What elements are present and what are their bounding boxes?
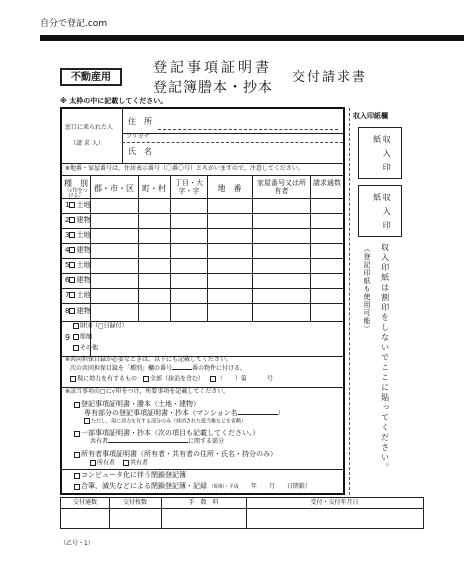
table-row[interactable]: 6 建物 <box>62 273 343 289</box>
name-field[interactable] <box>158 143 338 161</box>
stamp-column-title: 収入印紙欄 <box>353 112 388 120</box>
option-owner[interactable]: 所有者事項証明書（所有者・共有者の住所・氏名・持分のみ） <box>74 450 277 459</box>
table-row[interactable]: 4 建物 <box>62 243 343 259</box>
footer-header-fee: 手 数 料 <box>188 499 219 506</box>
option-closed-register[interactable]: 合筆，滅失などによる閉鎖登記簿・記録 （昭和・平成 年 月 日閉鎖） <box>74 482 311 491</box>
requester-label: （請 求 人） <box>70 140 104 147</box>
stamp-box-1[interactable]: 収入印紙 <box>358 127 402 179</box>
table-row[interactable]: 1 土地 <box>62 198 343 214</box>
table-row[interactable]: 9 財団（□目録付） 船舶 その他 <box>65 322 128 352</box>
option-certificate[interactable]: 登記事項証明書・謄本（土地・建物） <box>74 400 200 409</box>
title-suffix: 交付請求書 <box>292 70 368 85</box>
table-row[interactable]: 7 土地 <box>62 288 343 304</box>
property-table <box>62 175 343 357</box>
header-lot: 地 番 <box>217 184 242 193</box>
address-label: 住 所 <box>128 117 152 126</box>
option-computerized-closed[interactable]: コンピュータ化に伴う閉鎖登記簿 <box>74 471 186 480</box>
table-row[interactable]: 5 土地 <box>62 258 343 274</box>
header-house: 家屋番号又は所有者 <box>257 179 306 196</box>
options-section: ※該当事項の□に√印をつけ，所要事項を記載してください。 登記事項証明書・謄本（土地・建物） 専有部分の登記事項証明書・抄本（マンション名 ） ただし，現に効力を有する部分のみ（抹消された抵当権などを省略） 一部事項証明書・抄本（次の項目も記載してください。） 共有者 に関する部分 所有者事項証明書（所有者・共有者の住所・氏名・持分のみ） 所有者 共有者 <box>65 388 284 467</box>
office-use-table <box>60 497 424 529</box>
applicant-section <box>62 109 343 164</box>
stamp-note: 収入印紙は割印をしないでここに貼ってください。 <box>380 243 390 473</box>
came-label: 窓口に来られた人 <box>65 124 114 131</box>
table-row[interactable]: 3 土地 <box>62 228 343 244</box>
name-label: 氏 名 <box>128 147 152 156</box>
table-row[interactable]: 2 建物 <box>62 213 343 229</box>
joint-collateral-section: ※共同担保目録が必要なときは，以下にも記載してください。 次の共同担保目録を「種別」欄の番号 番の物件に付ける。 現に効力を有するもの 全部（抹消を含む） （ ）第 号 <box>62 355 343 388</box>
form-code: （乙号・1） <box>60 540 94 547</box>
footer-header-sheets: 交付枚数 <box>122 499 147 506</box>
instruction-text: ※ 太枠の中に記載してください。 <box>60 97 168 105</box>
table-row[interactable]: 8 建物 <box>62 303 343 322</box>
header-town: 町・村 <box>142 184 166 193</box>
footer-header-copies: 交付通数 <box>72 499 97 506</box>
header-type: 種 別 （√印をつける） <box>64 179 88 200</box>
option-partial[interactable]: 一部事項証明書・抄本（次の項目も記載してください。） <box>74 429 260 438</box>
top-bar <box>40 35 464 41</box>
lot-note: ※地番・家屋番号は，住居表示番号（〇番〇号）とちがいますので，注意してください。 <box>65 165 304 172</box>
stamp-column-border <box>349 108 351 495</box>
header-city: 郡・市・区 <box>94 184 134 193</box>
header-copies: 請求通数 <box>313 179 341 187</box>
category-badge: 不動産用 <box>60 68 122 86</box>
site-label: 自分で登記.com <box>40 19 108 29</box>
address-field[interactable] <box>158 113 338 130</box>
footer-header-date: 受付・交付年月日 <box>310 499 359 506</box>
title-line2: 登記簿謄本・抄本 <box>153 80 273 96</box>
title-line1: 登記事項証明書 <box>153 60 272 76</box>
main-form <box>60 107 345 495</box>
stamp-note-sub: （登記印紙も使用可能） <box>363 245 372 333</box>
furigana-label: フリガナ <box>126 133 150 140</box>
stamp-box-2[interactable]: 収入印紙 <box>358 185 402 237</box>
header-chome: 丁目・大字・字 <box>175 179 203 196</box>
